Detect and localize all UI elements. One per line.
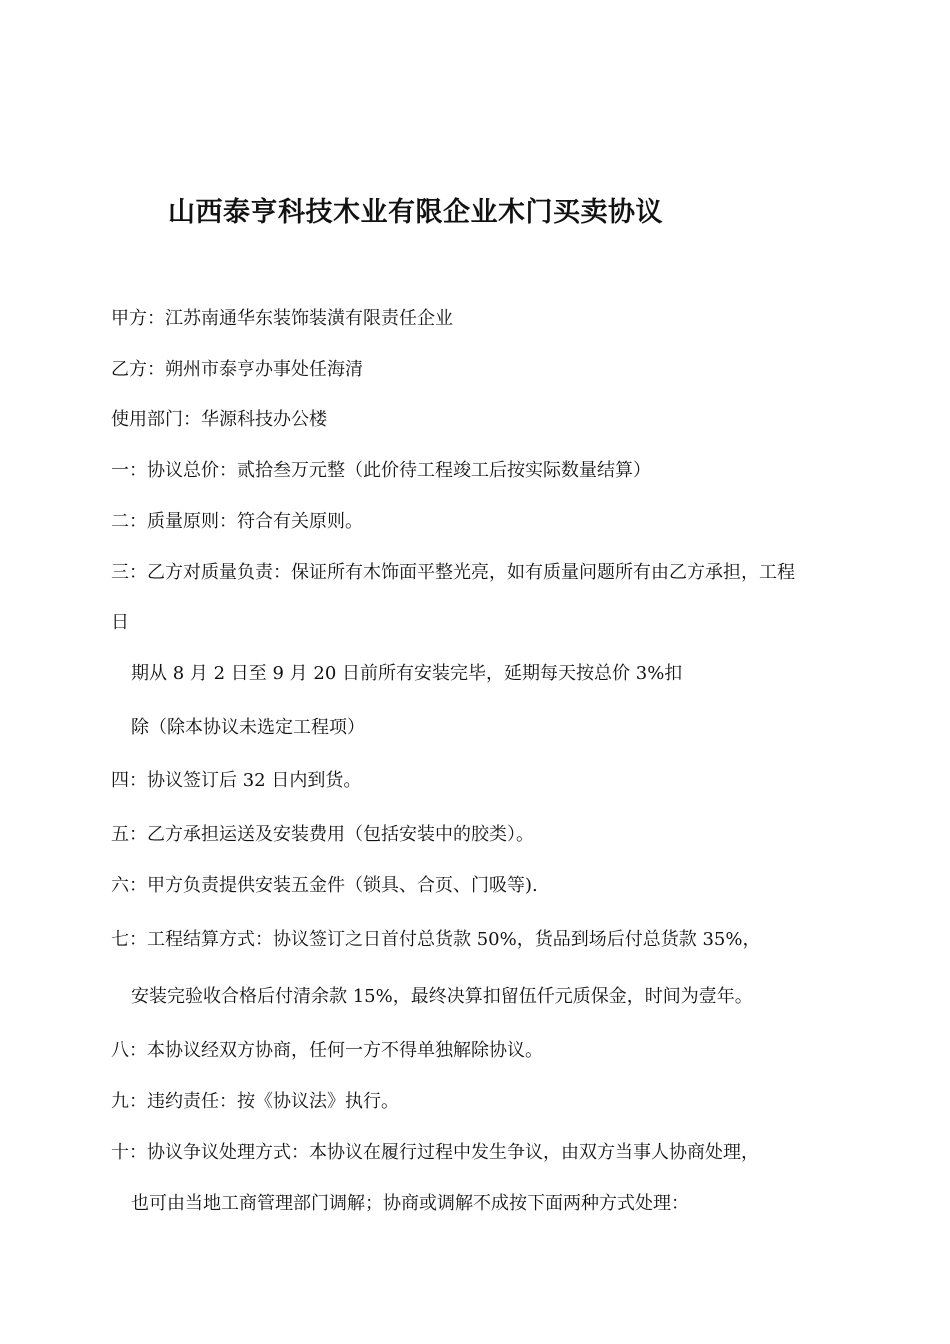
department-line: 使用部门：华源科技办公楼: [111, 409, 327, 430]
clause-5-line: 五：乙方承担运送及安装费用（包括安装中的胶类）。: [111, 824, 534, 845]
clause-2-line: 二：质量原则：符合有关原则。: [111, 511, 363, 532]
clause-8-line: 八：本协议经双方协商，任何一方不得单独解除协议。: [111, 1040, 543, 1061]
clause-10-line: 十：协议争议处理方式：本协议在履行过程中发生争议，由双方当事人协商处理，: [111, 1142, 759, 1163]
party-b-line: 乙方：朔州市泰亨办事处任海清: [111, 359, 363, 380]
clause-6-line: 六：甲方负责提供安装五金件（锁具、合页、门吸等).: [111, 875, 538, 896]
party-a-line: 甲方：江苏南通华东装饰装潢有限责任企业: [111, 308, 453, 329]
clause-7-line: 七：工程结算方式：协议签订之日首付总货款 50%，货品到场后付总货款 35%，: [111, 929, 761, 950]
clause-3-line: 三：乙方对质量负责：保证所有木饰面平整光亮，如有质量问题所有由乙方承担，工程: [111, 562, 795, 583]
clause-1-line: 一：协议总价：贰拾叁万元整（此价待工程竣工后按实际数量结算）: [111, 460, 651, 481]
clause-4-line: 四：协议签订后 32 日内到货。: [111, 770, 362, 791]
clause-7-continued-line: 安装完验收合格后付清余款 15%，最终决算扣留伍仟元质保金，时间为壹年。: [131, 986, 753, 1007]
clause-3-continued-line: 期从 8 月 2 日至 9 月 20 日前所有安装完毕，延期每天按总价 3%扣: [131, 663, 683, 684]
clause-10-continued-line: 也可由当地工商管理部门调解；协商或调解不成按下面两种方式处理：: [131, 1193, 689, 1214]
clause-3-wrap-line: 日: [111, 612, 129, 633]
document-title: 山西泰亨科技木业有限企业木门买卖协议: [168, 197, 663, 228]
clause-3-end-line: 除（除本协议未选定工程项）: [131, 717, 365, 738]
clause-9-line: 九：违约责任：按《协议法》执行。: [111, 1091, 399, 1112]
